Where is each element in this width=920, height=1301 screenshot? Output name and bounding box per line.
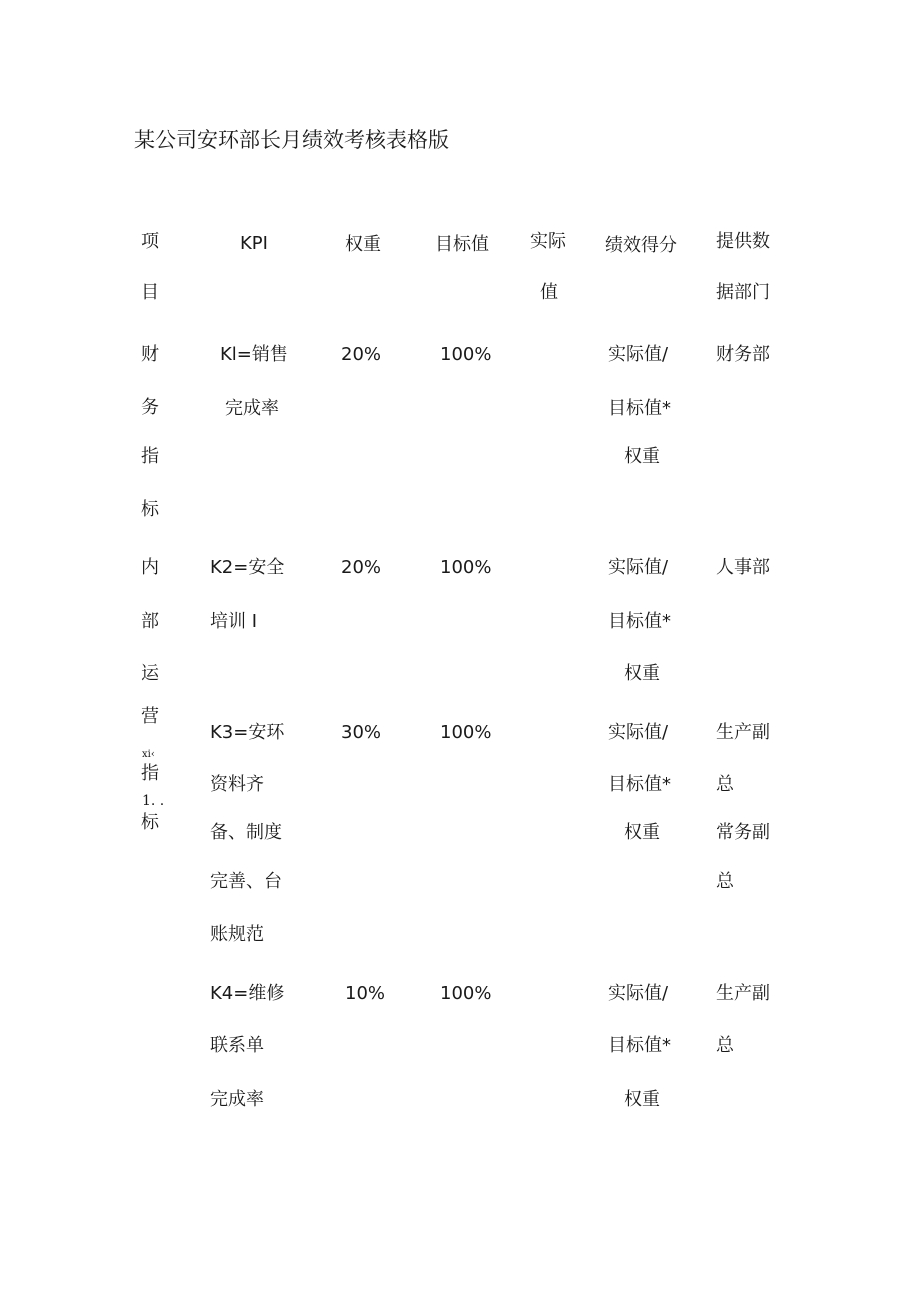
category-label-char: 运 [141, 663, 159, 684]
category-label-char: 营 [141, 706, 159, 727]
weight-cell: 30% [341, 722, 382, 743]
header-score: 绩效得分 [605, 235, 677, 256]
kpi-cell: 完成率 [210, 1089, 264, 1110]
document-title: 某公司安环部长月绩效考核表格版 [134, 128, 449, 152]
category-label-char: 务 [141, 397, 159, 418]
provider-cell: 常务副 [716, 822, 770, 843]
kpi-cell: 账规范 [210, 924, 264, 945]
score-cell: 权重 [624, 1089, 660, 1110]
kpi-cell: 资料齐 [210, 774, 264, 795]
score-cell: 目标值* [608, 774, 671, 795]
header-weight: 权重 [345, 234, 381, 255]
score-cell: 目标值* [608, 1035, 671, 1056]
target-cell: 100% [440, 344, 492, 365]
target-cell: 100% [440, 722, 492, 743]
category-label-char: 部 [141, 611, 159, 632]
provider-cell: 人事部 [716, 557, 770, 578]
header-provider: 提供数 [716, 231, 770, 252]
score-cell: 实际值/ [608, 983, 669, 1004]
kpi-cell: 联系单 [210, 1035, 264, 1056]
scan-artifact: 1. . [142, 793, 165, 809]
kpi-cell: 备、制度 [210, 822, 282, 843]
score-cell: 目标值* [608, 611, 671, 632]
category-label-char: 指 [141, 763, 159, 784]
header-actual: 值 [540, 282, 558, 303]
weight-cell: 20% [341, 557, 382, 578]
header-provider: 据部门 [716, 282, 770, 303]
provider-cell: 生产副 [716, 722, 770, 743]
header-item: 项 [141, 231, 159, 252]
kpi-cell: K4=维修 [210, 983, 285, 1004]
target-cell: 100% [440, 983, 492, 1004]
provider-cell: 总 [716, 871, 734, 892]
weight-cell: 20% [341, 344, 382, 365]
provider-cell: 财务部 [716, 344, 770, 365]
kpi-cell: 培训 I [210, 611, 258, 632]
category-label-char: 标 [141, 499, 159, 520]
header-target: 目标值 [435, 234, 489, 255]
kpi-cell: K3=安环 [210, 722, 285, 743]
category-label-char: 内 [141, 557, 159, 578]
kpi-cell: 完成率 [225, 398, 279, 419]
category-label-char: 标 [141, 812, 159, 833]
kpi-cell: 完善、台 [210, 871, 282, 892]
score-cell: 实际值/ [608, 722, 669, 743]
kpi-cell: K2=安全 [210, 557, 285, 578]
header-kpi: KPI [240, 233, 268, 254]
score-cell: 权重 [624, 663, 660, 684]
header-item: 目 [141, 282, 159, 303]
provider-cell: 总 [716, 1035, 734, 1056]
category-label-char: 财 [141, 344, 159, 365]
provider-cell: 生产副 [716, 983, 770, 1004]
scan-artifact: xi‹ [142, 749, 155, 760]
score-cell: 目标值* [608, 398, 671, 419]
header-actual: 实际 [530, 231, 566, 252]
kpi-cell: Kl=销售 [220, 344, 288, 365]
score-cell: 权重 [624, 822, 660, 843]
score-cell: 实际值/ [608, 557, 669, 578]
provider-cell: 总 [716, 774, 734, 795]
weight-cell: 10% [345, 983, 386, 1004]
target-cell: 100% [440, 557, 492, 578]
category-label-char: 指 [141, 446, 159, 467]
score-cell: 权重 [624, 446, 660, 467]
score-cell: 实际值/ [608, 344, 669, 365]
